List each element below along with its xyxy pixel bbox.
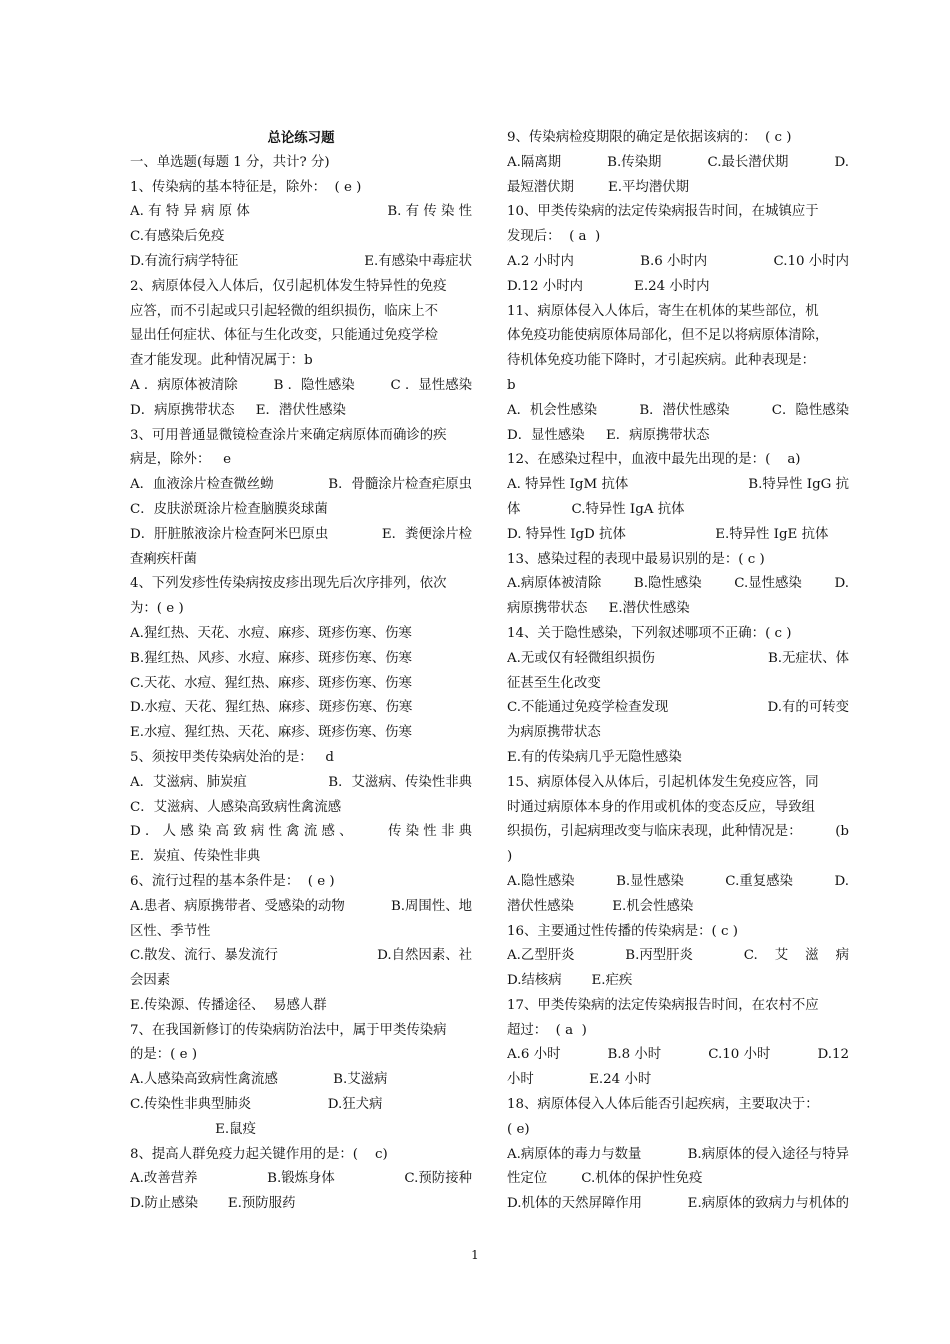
text-line: 8、提高人群免疫力起关键作用的是：( c) bbox=[130, 1146, 388, 1162]
text-segment: A.隐性感染 bbox=[507, 873, 575, 889]
text-segment: C．隐性感染 bbox=[771, 402, 849, 418]
text-segment: B.丙型肝炎 bbox=[625, 948, 693, 964]
text-segment: C. 艾 滋 病 bbox=[743, 948, 849, 964]
text-line bbox=[130, 1167, 472, 1192]
text-line: E.有的传染病几乎无隐性感染 bbox=[507, 749, 682, 765]
text-segment: B.8 小时 bbox=[607, 1047, 662, 1063]
text-segment: B.特异性 IgG 抗 bbox=[748, 477, 849, 493]
text-line: 体免疫功能使病原体局部化，但不足以将病原体清除， bbox=[507, 328, 829, 344]
text-segment: C.显性感染 bbox=[734, 576, 802, 592]
text-line: C.传染性非典型肺炎 D.狂犬病 bbox=[130, 1097, 383, 1113]
text-line: 性定位 C.机体的保护性免疫 bbox=[507, 1171, 703, 1187]
text-line: E.传染源、传播途径、 易感人群 bbox=[130, 997, 327, 1013]
text-segment: B ．隐性感染 bbox=[273, 377, 355, 393]
text-line: C．艾滋病、人感染高致病性禽流感 bbox=[130, 799, 342, 815]
text-line: 6、流行过程的基本条件是： ( e ) bbox=[130, 873, 335, 889]
text-line: 潜伏性感染 E.机会性感染 bbox=[507, 898, 694, 914]
text-segment: D.有的可转变 bbox=[767, 700, 849, 716]
text-line: 4、下列发疹性传染病按皮疹出现先后次序排列，依次 bbox=[130, 576, 447, 592]
text-segment: B.周围性、地 bbox=[390, 898, 472, 914]
text-segment: B.6 小时内 bbox=[640, 253, 708, 269]
text-line bbox=[130, 473, 472, 498]
text-line: 2、病原体侵入人体后，仅引起机体发生特异性的免疫 bbox=[130, 278, 447, 294]
text-line: 区性、季节性 bbox=[130, 923, 211, 939]
text-line: A.猩红热、天花、水痘、麻疹、斑疹伤寒、伤寒 bbox=[130, 625, 412, 641]
text-line: 为：( e ) bbox=[130, 601, 184, 617]
text-line: 查才能发现。此种情况属于：b bbox=[130, 353, 313, 369]
text-line: 待机体免疫功能下降时，才引起疾病。此种表现是： bbox=[507, 353, 815, 369]
text-segment: A.病原体被清除 bbox=[507, 576, 602, 592]
text-line: 1、传染病的基本特征是，除外： ( e ) bbox=[130, 179, 362, 195]
text-line: ) bbox=[507, 849, 513, 865]
text-segment: B.传染期 bbox=[607, 154, 662, 170]
text-segment: D ． 人 感 染 高 致 病 性 禽 流 感 、 bbox=[130, 824, 353, 840]
text-line: A.人感染高致病性禽流感 B.艾滋病 bbox=[130, 1072, 388, 1088]
text-line: E．炭疽、传染性非典 bbox=[130, 849, 261, 865]
text-line: 小时 E.24 小时 bbox=[507, 1072, 652, 1088]
text-segment: A．艾滋病、肺炭疽 bbox=[130, 774, 247, 790]
text-line: 的是：( e ) bbox=[130, 1047, 198, 1063]
text-segment: A.隔离期 bbox=[507, 154, 562, 170]
text-line bbox=[507, 647, 849, 672]
text-line: 11、病原体侵入人体后，寄生在机体的某些部位，机 bbox=[507, 303, 819, 319]
text-line: 超过： ( a ) bbox=[507, 1022, 587, 1038]
text-segment: D. bbox=[834, 576, 849, 592]
text-line bbox=[130, 771, 472, 796]
text-segment: E.病原体的致病力与机体的 bbox=[687, 1196, 849, 1212]
text-line: 17、甲类传染病的法定传染病报告时间，在农村不应 bbox=[507, 997, 819, 1013]
text-line: 18、病原体侵入人体后能否引起疾病，主要取决于： bbox=[507, 1097, 819, 1113]
text-line: E.鼠疫 bbox=[130, 1121, 256, 1137]
text-line: 发现后： ( a ) bbox=[507, 229, 601, 245]
text-line: 病原携带状态 E.潜伏性感染 bbox=[507, 601, 690, 617]
text-segment: D. bbox=[834, 873, 849, 889]
text-segment: B.无症状、体 bbox=[767, 650, 849, 666]
text-segment: D. bbox=[834, 154, 849, 170]
text-segment: A.患者、病原携带者、受感染的动物 bbox=[130, 898, 345, 914]
text-line: D.结核病 E.疟疾 bbox=[507, 973, 633, 989]
text-line bbox=[507, 1143, 849, 1168]
text-line: 为病原携带状态 bbox=[507, 725, 601, 741]
text-line: C.有感染后免疫 bbox=[130, 229, 225, 245]
text-line: 15、病原体侵入从体后，引起机体发生免疫应答，同 bbox=[507, 774, 819, 790]
text-line: D．显性感染 E．病原携带状态 bbox=[507, 427, 710, 443]
text-segment: D.机体的天然屏障作用 bbox=[507, 1196, 643, 1212]
text-line: 时通过病原体本身的作用或机体的变态反应，导致组 bbox=[507, 799, 815, 815]
text-segment: A.乙型肝炎 bbox=[507, 948, 575, 964]
text-line bbox=[507, 1043, 849, 1068]
text-segment: A. 特异性 IgM 抗体 bbox=[507, 477, 629, 493]
text-segment: D.自然因素、社 bbox=[377, 948, 472, 964]
text-line bbox=[507, 696, 849, 721]
text-line bbox=[507, 870, 849, 895]
text-line: 16、主要通过性传播的传染病是：( c ) bbox=[507, 923, 738, 939]
text-segment: A.2 小时内 bbox=[507, 253, 574, 269]
text-line: C.天花、水痘、猩红热、麻疹、斑疹伤寒、伤寒 bbox=[130, 675, 412, 691]
text-line bbox=[130, 250, 472, 275]
text-line bbox=[507, 151, 849, 176]
text-segment: C ．显性感染 bbox=[390, 377, 472, 393]
text-line: 5、须按甲类传染病处治的是： d bbox=[130, 749, 334, 765]
text-line bbox=[507, 944, 849, 969]
text-line bbox=[507, 820, 849, 845]
text-line: 会因素 bbox=[130, 973, 171, 989]
text-line: 10、甲类传染病的法定传染病报告时间，在城镇应于 bbox=[507, 204, 819, 220]
text-line: 7、在我国新修订的传染病防治法中，属于甲类传染病 bbox=[130, 1022, 447, 1038]
text-segment: (b bbox=[835, 824, 849, 840]
text-segment: C.10 小时内 bbox=[773, 253, 849, 269]
text-line: 9、传染病检疫期限的确定是依据该病的： ( c ) bbox=[507, 130, 792, 145]
text-segment: C.最长潜伏期 bbox=[707, 154, 789, 170]
text-segment: E．粪便涂片检 bbox=[381, 526, 472, 542]
text-segment: B.病原体的侵入途径与特异 bbox=[687, 1146, 849, 1162]
text-line: D. 特异性 IgD 抗体 E.特异性 IgE 抗体 bbox=[507, 526, 829, 542]
text-line bbox=[507, 399, 849, 424]
text-segment: B.锻炼身体 bbox=[267, 1171, 335, 1187]
text-line: B.猩红热、风疹、水痘、麻疹、斑疹伤寒、伤寒 bbox=[130, 650, 412, 666]
text-segment: C.10 小时 bbox=[708, 1047, 771, 1063]
text-line: 一、单选题(每题 1 分，共计? 分) bbox=[130, 154, 330, 170]
text-segment: A．机会性感染 bbox=[507, 402, 598, 418]
text-segment: E.有感染中毒症状 bbox=[364, 253, 472, 269]
text-segment: A.病原体的毒力与数量 bbox=[507, 1146, 642, 1162]
text-line bbox=[130, 944, 472, 969]
text-line: D.水痘、天花、猩红热、麻疹、斑疹伤寒、伤寒 bbox=[130, 700, 413, 716]
text-segment: D.有流行病学特征 bbox=[130, 253, 239, 269]
text-segment: D．肝脏脓液涂片检查阿米巴原虫 bbox=[130, 526, 329, 542]
text-segment: 织损伤，引起病理改变与临床表现，此种情况是： bbox=[507, 824, 802, 840]
page-number: 1 bbox=[471, 1248, 479, 1262]
text-line bbox=[130, 374, 472, 399]
text-segment: A．血液涂片检查微丝蚴 bbox=[130, 477, 274, 493]
text-line bbox=[130, 820, 472, 845]
text-segment: B．潜伏性感染 bbox=[639, 402, 730, 418]
text-line: C．皮肤淤斑涂片检查脑膜炎球菌 bbox=[130, 501, 328, 517]
text-line: D.12 小时内 E.24 小时内 bbox=[507, 278, 710, 294]
text-segment: A ．病原体被清除 bbox=[130, 377, 238, 393]
text-line bbox=[130, 200, 472, 225]
text-line: 查痢疾杆菌 bbox=[130, 551, 197, 567]
text-line bbox=[507, 473, 849, 498]
left-column bbox=[130, 126, 472, 1217]
text-segment: A.改善营养 bbox=[130, 1171, 198, 1187]
text-segment: A.无或仅有轻微组织损伤 bbox=[507, 650, 655, 666]
text-line: 病是，除外： e bbox=[130, 452, 232, 468]
text-segment: B. 有 传 染 性 bbox=[387, 204, 472, 220]
text-line bbox=[507, 1192, 849, 1217]
document-title: 总论练习题 bbox=[267, 130, 335, 146]
text-line: 12、在感染过程中，血液中最先出现的是：( a) bbox=[507, 452, 801, 468]
text-line bbox=[507, 572, 849, 597]
text-segment: 传 染 性 非 典 bbox=[388, 824, 472, 840]
text-line bbox=[130, 895, 472, 920]
text-segment: B.隐性感染 bbox=[633, 576, 702, 592]
text-line: 13、感染过程的表现中最易识别的是：( c ) bbox=[507, 551, 765, 567]
text-segment: C.散发、流行、暴发流行 bbox=[130, 948, 278, 964]
text-line: 应答，而不引起或只引起轻微的组织损伤，临床上不 bbox=[130, 303, 438, 319]
text-segment: C.不能通过免疫学检查发现 bbox=[507, 700, 669, 716]
text-line: E.水痘、猩红热、天花、麻疹、斑疹伤寒、伤寒 bbox=[130, 725, 412, 741]
text-segment: B．艾滋病、传染性非典 bbox=[328, 774, 472, 790]
text-line: D.防止感染 E.预防服药 bbox=[130, 1196, 296, 1212]
text-line: 最短潜伏期 E.平均潜伏期 bbox=[507, 179, 689, 195]
text-line bbox=[130, 523, 472, 548]
text-line: D．病原携带状态 E．潜伏性感染 bbox=[130, 402, 346, 418]
text-segment: C.预防接种 bbox=[404, 1171, 472, 1187]
text-segment: D.12 bbox=[817, 1047, 849, 1063]
text-segment: A. 有 特 异 病 原 体 bbox=[130, 204, 250, 220]
text-line: 显出任何症状、体征与生化改变，只能通过免疫学检 bbox=[130, 328, 438, 344]
right-column bbox=[507, 126, 849, 1217]
text-line: b bbox=[507, 377, 516, 393]
text-segment: B．骨髓涂片检查疟原虫 bbox=[328, 477, 472, 493]
text-line: ( e) bbox=[507, 1121, 530, 1137]
text-line: 3、可用普通显微镜检查涂片来确定病原体而确诊的疾 bbox=[130, 427, 447, 443]
text-line bbox=[507, 250, 849, 275]
text-segment: A.6 小时 bbox=[507, 1047, 561, 1063]
text-line: 体 C.特异性 IgA 抗体 bbox=[507, 501, 685, 517]
text-segment: C.重复感染 bbox=[725, 873, 793, 889]
text-line: 14、关于隐性感染，下列叙述哪项不正确：( c ) bbox=[507, 625, 792, 641]
text-segment: B.显性感染 bbox=[616, 873, 684, 889]
text-line: 征甚至生化改变 bbox=[507, 675, 601, 691]
